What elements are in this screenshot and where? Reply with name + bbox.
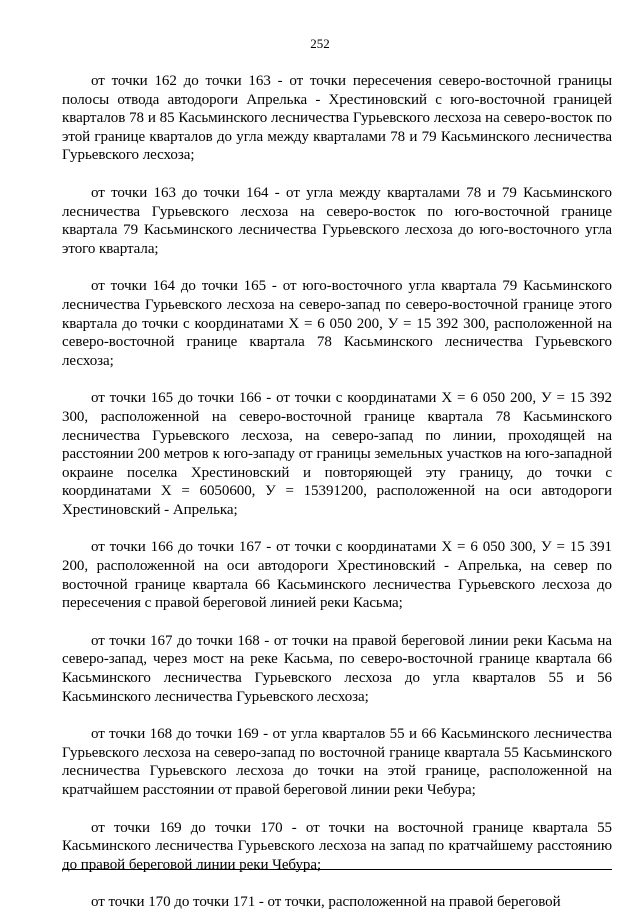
- paragraph-165-166: от точки 165 до точки 166 - от точки с координатами Х = 6 050 200, У = 15 392 300, расположенной на северо-восточной границе квартала 78 Касьминского лесничества Гурьевского лесхоза, на северо-запад по линии, проходящей на расстоянии 200 метров к юго-западу от границы земельных участков на юго-западной окраине поселка Хрестиновский и повторяющей эту границу, до точки с координатами Х = 6050600, У = 15391200, расположенной на оси автодороги Хрестиновский - Апрелька;: [62, 390, 612, 518]
- page-number: 252: [310, 36, 330, 51]
- document-body: [62, 72, 612, 912]
- paragraph-162-163: от точки 162 до точки 163 - от точки пересечения северо-восточной границы полосы отвода автодороги Апрелька - Хрестиновский с юго-восточной границей кварталов 78 и 85 Касьминского лесничества Гурьевского лесхоза на северо-восток по этой границе кварталов до угла между кварталами 78 и 79 Касьминского лесничества Гурьевского лесхоза;: [62, 73, 612, 164]
- paragraph-169-170: от точки 169 до точки 170 - от точки на восточной границе квартала 55 Касьминского лесничества Гурьевского лесхоза на запад по кратчайшему расстоянию до правой береговой линии реки Чебура;: [62, 819, 612, 873]
- paragraph-170-171: от точки 170 до точки 171 - от точки, расположенной на правой береговой: [91, 894, 561, 911]
- paragraph-167-168: от точки 167 до точки 168 - от точки на правой береговой линии реки Касьма на северо-запад, через мост на реке Касьма, по северо-восточной границе квартала 66 Касьминского лесничества Гурьевского лесхоза до угла кварталов 55 и 56 Касьминского лесничества Гурьевского лесхоза;: [62, 632, 612, 705]
- paragraph-163-164: от точки 163 до точки 164 - от угла между кварталами 78 и 79 Касьминского лесничества Гурьевского лесхоза на северо-восток по юго-восточной границе квартала 79 Касьминского лесничества Гурьевского лесхоза до юго-восточного угла этого квартала;: [62, 184, 612, 257]
- paragraph-164-165: от точки 164 до точки 165 - от юго-восточного угла квартала 79 Касьминского лесничества Гурьевского лесхоза на северо-запад по северо-восточной границе этого квартала до точки с координатами Х = 6 050 200, У = 15 392 300, расположенной на северо-восточной границе квартала 78 Касьминского лесничества Гурьевского лесхоза;: [62, 278, 612, 369]
- paragraph-166-167: от точки 166 до точки 167 - от точки с координатами Х = 6 050 300, У = 15 391 200, расположенной на оси автодороги Хрестиновский - Апрелька, на север по восточной границе квартала 66 Касьминского лесничества Гурьевского лесхоза до пересечения с правой береговой линией реки Касьма;: [62, 539, 612, 612]
- paragraph-168-169: от точки 168 до точки 169 - от угла кварталов 55 и 66 Касьминского лесничества Гурьевского лесхоза на северо-запад по восточной границе квартала 55 Касьминского лесничества Гурьевского лесхоза до точки на этой границе, расположенной на кратчайшем расстоянии от правой береговой линии реки Чебура;: [62, 726, 612, 798]
- bottom-rule: [62, 869, 612, 870]
